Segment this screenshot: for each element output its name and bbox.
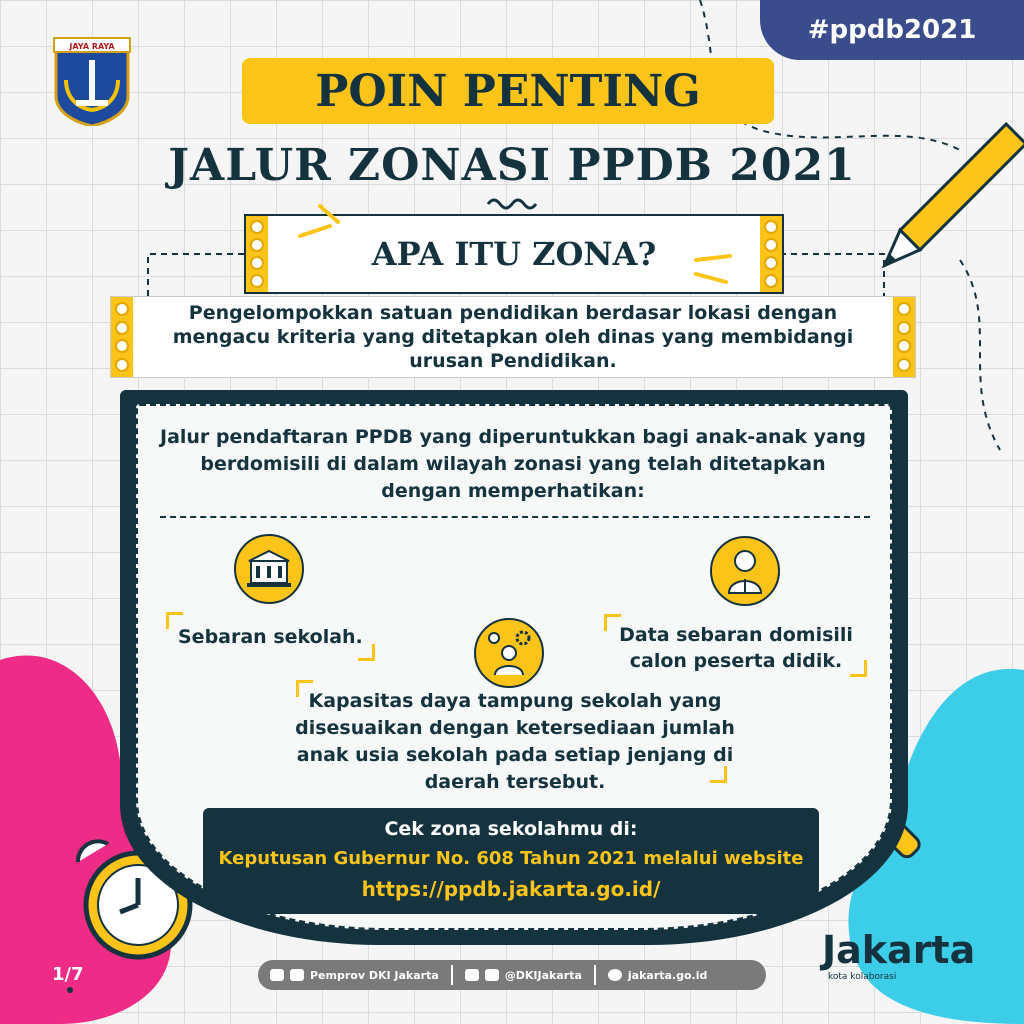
jakarta-logo: Jakarta (822, 928, 976, 972)
definition-box (110, 296, 916, 378)
criterion-kapasitas: Kapasitas daya tampung sekolah yang disesuaikan dengan ketersediaan jumlah anak usia sekolah pada setiap jenjang di daerah tersebut. (295, 690, 735, 793)
cta-heading: Cek zona sekolahmu di: (384, 818, 638, 840)
dot-pattern (67, 987, 73, 993)
apa-itu-zona-heading: APA ITU ZONA? (371, 235, 657, 273)
squiggle-icon (486, 196, 540, 210)
binder-rings-right (893, 297, 915, 377)
binder-rings-right (760, 216, 782, 292)
cta-decree: Keputusan Gubernur No. 608 Tahun 2021 melalui website (218, 848, 804, 869)
social-pemprov[interactable] (258, 969, 451, 982)
social-pemprov-label: Pemprov DKI Jakarta (310, 968, 439, 982)
cta-box (203, 808, 819, 914)
criterion-data-domisili: Data sebaran domisili calon peserta didik. (619, 624, 853, 672)
youtube-icon (290, 969, 304, 981)
definition-text: Pengelompokkan satuan pendidikan berdasar lokasi dengan mengacu kriteria yang ditetapkan oleh dinas yang membidangi urusan Pendidikan. (172, 302, 854, 372)
criterion-sebaran-sekolah: Sebaran sekolah. (178, 626, 363, 648)
web-icon (608, 969, 622, 981)
page-number: 1/7 (52, 964, 84, 985)
corner-bracket (850, 660, 867, 677)
title-jalur-zonasi: JALUR ZONASI PPDB 2021 (168, 140, 856, 191)
sparkle-lines-left (290, 196, 370, 246)
social-website[interactable] (596, 969, 719, 982)
corner-bracket (358, 644, 375, 661)
school-building-icon (234, 534, 304, 604)
intro-text: Jalur pendaftaran PPDB yang diperuntukkan bagi anak-anak yang berdomisili di dalam wilayah zonasi yang telah ditetapkan dengan memperhatikan: (160, 426, 866, 502)
logo-banner-text: JAYA RAYA (69, 42, 115, 51)
dashed-curve-right (960, 260, 1000, 450)
cta-website-link[interactable]: https://ppdb.jakarta.go.id/ (361, 877, 661, 901)
jakarta-tagline: kota kolaborasi (828, 972, 897, 982)
divider (160, 516, 870, 518)
binder-rings-left (111, 297, 133, 377)
social-website-label: jakarta.go.id (627, 968, 708, 982)
person-ideas-gears-icon (474, 618, 544, 688)
instagram-icon (485, 969, 499, 981)
footer-social-bar (258, 960, 766, 990)
social-dkijakarta[interactable] (453, 969, 594, 982)
student-person-icon (710, 536, 780, 606)
social-dkijakarta-label: @DKIJakarta (504, 968, 582, 982)
binder-rings-left (246, 216, 268, 292)
hashtag-banner: #ppdb2021 (760, 0, 1024, 60)
twitter-icon (465, 969, 479, 981)
sparkle-lines-right (690, 250, 750, 290)
corner-bracket (710, 766, 727, 783)
jaya-raya-logo (52, 36, 132, 126)
facebook-icon (270, 969, 284, 981)
title-poin-penting: POIN PENTING (242, 58, 774, 124)
